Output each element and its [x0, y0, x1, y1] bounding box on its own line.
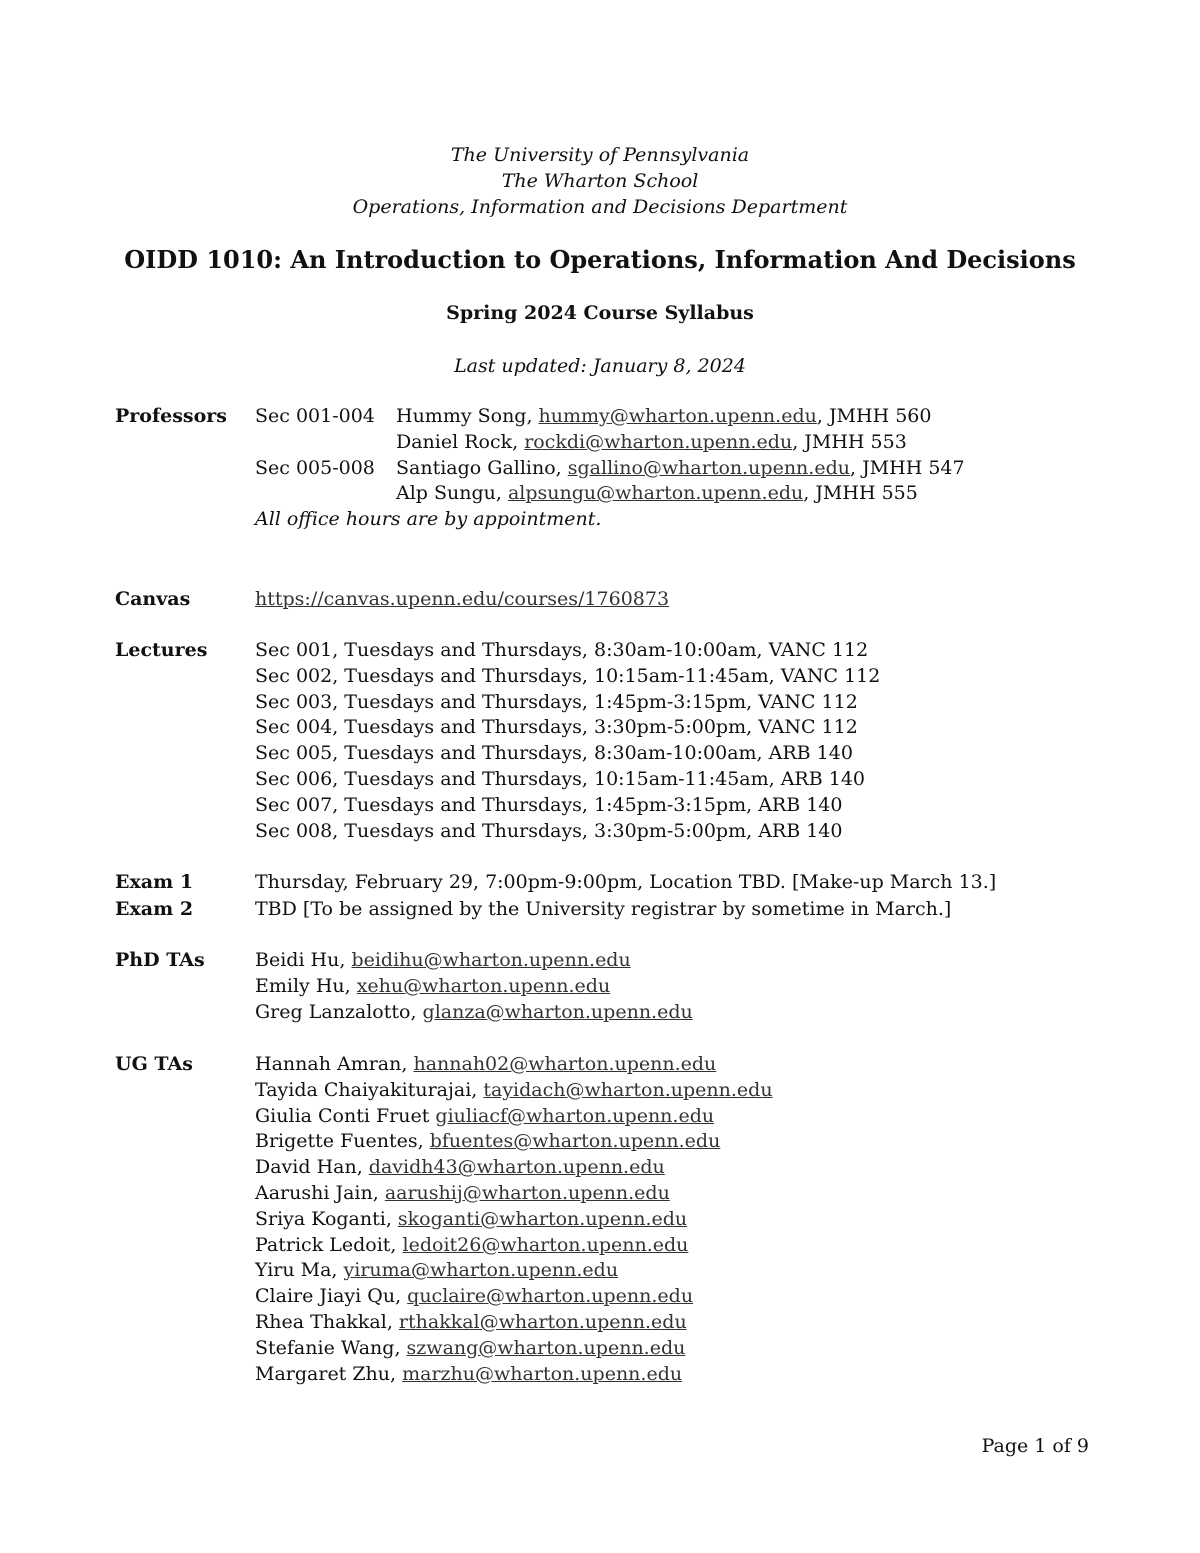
ta-name: Hannah Amran,	[255, 1053, 414, 1075]
ta-item	[255, 1258, 773, 1284]
ta-email-link[interactable]: hannah02@wharton.upenn.edu	[413, 1053, 717, 1075]
ta-item	[255, 1155, 773, 1181]
ta-item	[255, 1104, 773, 1130]
ta-email-link[interactable]: quclaire@wharton.upenn.edu	[407, 1285, 694, 1308]
professor-row	[255, 404, 965, 430]
lecture-item: Sec 001, Tuesdays and Thursdays, 8:30am-10:00am, VANC 112	[255, 639, 869, 661]
professor-email-link[interactable]: hummy@wharton.upenn.edu	[538, 405, 817, 427]
ta-email-link[interactable]: bfuentes@wharton.upenn.edu	[429, 1130, 721, 1153]
ta-name: Brigette Fuentes,	[255, 1130, 430, 1153]
ta-name: Yiru Ma,	[255, 1259, 344, 1282]
ta-name: David Han,	[255, 1156, 369, 1179]
ta-item	[255, 1310, 773, 1336]
syllabus-title: Spring 2024 Course Syllabus	[446, 302, 754, 324]
ta-item	[255, 1362, 773, 1388]
office-hours-note: All office hours are by appointment.	[255, 508, 602, 531]
canvas-label: Canvas	[115, 588, 191, 610]
ta-item	[255, 1129, 773, 1155]
professor-name: Alp Sungu,	[396, 482, 508, 505]
ta-name: Beidi Hu,	[255, 949, 352, 971]
institution-header	[0, 142, 1200, 220]
professors-list	[255, 404, 965, 533]
professor-office: , JMHH 553	[792, 430, 907, 453]
ta-email-link[interactable]: giuliacf@wharton.upenn.edu	[435, 1104, 715, 1127]
ta-item	[255, 948, 693, 974]
ta-name: Tayida Chaiyakiturajai,	[255, 1078, 484, 1101]
page-number: Page 1 of 9	[981, 1435, 1089, 1457]
ta-email-link[interactable]: yiruma@wharton.upenn.edu	[343, 1259, 619, 1282]
ta-name: Patrick Ledoit,	[255, 1233, 403, 1256]
lectures-list	[255, 638, 880, 844]
section-range: Sec 001-004	[255, 405, 375, 427]
professor-row	[255, 481, 965, 507]
exam2-label: Exam 2	[115, 898, 194, 920]
professor-office: , JMHH 555	[803, 482, 918, 505]
university-name: The University of Pennsylvania	[450, 144, 750, 166]
ta-name: Emily Hu,	[255, 974, 357, 997]
ta-email-link[interactable]: xehu@wharton.upenn.edu	[356, 974, 611, 997]
exam2-details: TBD [To be assigned by the University registrar by sometime in March.]	[255, 898, 952, 920]
ta-name: Aarushi Jain,	[255, 1181, 385, 1204]
exam1-details: Thursday, February 29, 7:00pm-9:00pm, Location TBD. [Make-up March 13.]	[255, 871, 997, 893]
ta-email-link[interactable]: szwang@wharton.upenn.edu	[406, 1336, 686, 1359]
professor-email-link[interactable]: rockdi@wharton.upenn.edu	[524, 430, 793, 453]
lecture-item: Sec 007, Tuesdays and Thursdays, 1:45pm-3:15pm, ARB 140	[255, 793, 843, 816]
ta-email-link[interactable]: beidihu@wharton.upenn.edu	[351, 949, 631, 971]
ug-tas-list	[255, 1052, 773, 1387]
ta-email-link[interactable]: marzhu@wharton.upenn.edu	[402, 1362, 683, 1385]
ta-name: Margaret Zhu,	[255, 1362, 403, 1385]
lecture-item: Sec 004, Tuesdays and Thursdays, 3:30pm-5:00pm, VANC 112	[255, 716, 858, 739]
last-updated: Last updated: January 8, 2024	[454, 355, 746, 377]
professor-email-link[interactable]: sgallino@wharton.upenn.edu	[567, 456, 850, 479]
ta-email-link[interactable]: ledoit26@wharton.upenn.edu	[402, 1233, 689, 1256]
lectures-label: Lectures	[115, 639, 208, 661]
lecture-item: Sec 008, Tuesdays and Thursdays, 3:30pm-5:00pm, ARB 140	[255, 819, 843, 842]
course-title: OIDD 1010: An Introduction to Operations, Information And Decisions	[124, 245, 1076, 274]
professor-office: , JMHH 547	[849, 456, 965, 479]
ta-email-link[interactable]: glanza@wharton.upenn.edu	[422, 1000, 693, 1023]
ta-name: Sriya Koganti,	[255, 1207, 398, 1230]
ta-email-link[interactable]: davidh43@wharton.upenn.edu	[368, 1156, 665, 1179]
professor-name: Santiago Gallino,	[396, 456, 568, 479]
department-name: Operations, Information and Decisions Department	[352, 196, 848, 218]
ta-email-link[interactable]: skoganti@wharton.upenn.edu	[397, 1207, 688, 1230]
phd-tas-label: PhD TAs	[115, 949, 205, 971]
lecture-item: Sec 003, Tuesdays and Thursdays, 1:45pm-3:15pm, VANC 112	[255, 690, 858, 713]
ta-name: Claire Jiayi Qu,	[255, 1285, 408, 1308]
exam1-label: Exam 1	[115, 871, 194, 893]
ta-item	[255, 1284, 773, 1310]
professor-row	[255, 456, 965, 482]
ta-item	[255, 1207, 773, 1233]
professor-office: , JMHH 560	[816, 405, 932, 427]
ta-name: Stefanie Wang,	[255, 1336, 407, 1359]
ta-item	[255, 1000, 693, 1026]
ta-email-link[interactable]: rthakkal@wharton.upenn.edu	[398, 1310, 687, 1333]
phd-tas-list	[255, 948, 693, 1025]
section-range: Sec 005-008	[255, 456, 375, 479]
canvas-link[interactable]: https://canvas.upenn.edu/courses/1760873	[255, 588, 670, 610]
school-name: The Wharton School	[501, 170, 699, 192]
lecture-item: Sec 006, Tuesdays and Thursdays, 10:15am-11:45am, ARB 140	[255, 767, 865, 790]
ta-item	[255, 1336, 773, 1362]
lecture-item: Sec 005, Tuesdays and Thursdays, 8:30am-10:00am, ARB 140	[255, 742, 853, 765]
ta-item	[255, 1078, 773, 1104]
professor-row	[255, 430, 965, 456]
professor-name: Hummy Song,	[396, 405, 539, 427]
ug-tas-label: UG TAs	[115, 1053, 193, 1075]
ta-email-link[interactable]: tayidach@wharton.upenn.edu	[483, 1078, 773, 1101]
lecture-item: Sec 002, Tuesdays and Thursdays, 10:15am-11:45am, VANC 112	[255, 664, 881, 687]
ta-name: Greg Lanzalotto,	[255, 1000, 423, 1023]
professors-label: Professors	[115, 405, 228, 427]
ta-email-link[interactable]: aarushij@wharton.upenn.edu	[384, 1181, 670, 1204]
ta-item	[255, 1181, 773, 1207]
ta-name: Rhea Thakkal,	[255, 1310, 399, 1333]
ta-item	[255, 1052, 773, 1078]
ta-item	[255, 974, 693, 1000]
ta-name: Giulia Conti Fruet	[255, 1104, 436, 1127]
ta-item	[255, 1233, 773, 1259]
professor-name: Daniel Rock,	[396, 430, 525, 453]
professor-email-link[interactable]: alpsungu@wharton.upenn.edu	[507, 482, 804, 505]
